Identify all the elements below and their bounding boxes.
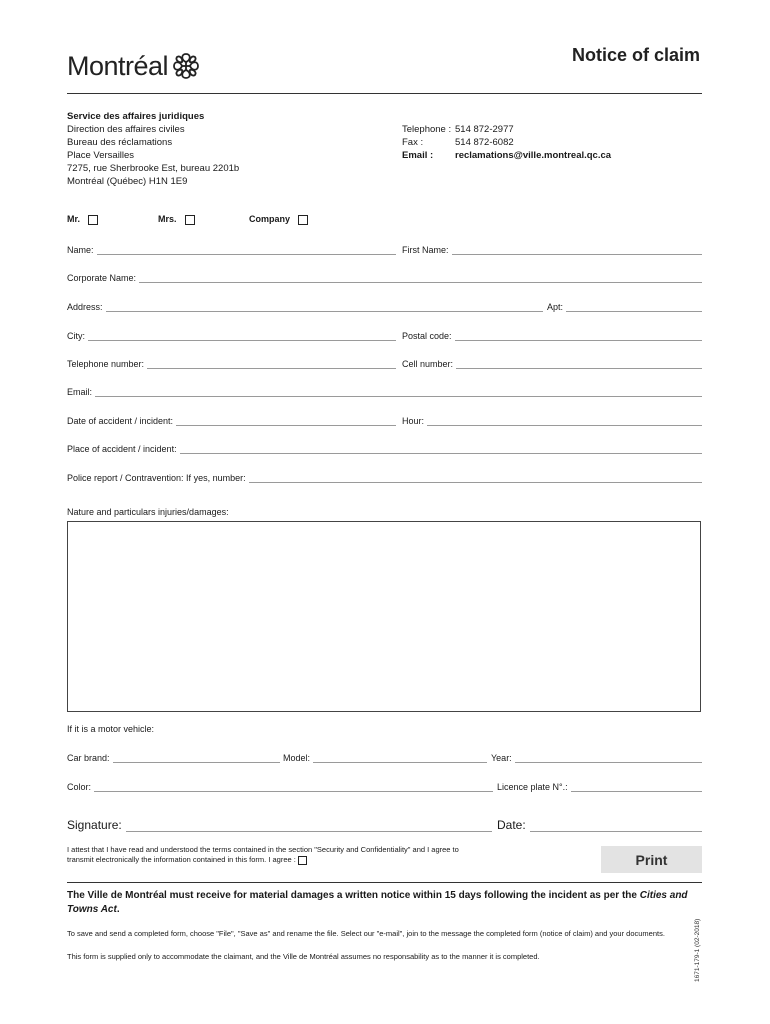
- cell-number-label: Cell number:: [402, 359, 454, 369]
- signature-input[interactable]: [126, 819, 492, 832]
- place-accident-label: Place of accident / incident:: [67, 444, 177, 454]
- cell-number-field: [402, 359, 702, 369]
- footer-divider: [67, 882, 702, 883]
- place-accident-input[interactable]: [180, 444, 702, 454]
- police-report-field: [67, 473, 702, 483]
- legal-notice: [67, 889, 702, 917]
- name-field: [67, 245, 396, 255]
- color-input[interactable]: [94, 782, 493, 792]
- car-brand-input[interactable]: [113, 753, 280, 763]
- city-label: City:: [67, 331, 85, 341]
- name-input[interactable]: [97, 245, 396, 255]
- header-divider: [67, 93, 702, 94]
- email-field-label: Email:: [67, 387, 93, 397]
- email-value[interactable]: reclamations@ville.montreal.qc.ca: [455, 150, 612, 161]
- corporate-name-field: [67, 273, 702, 283]
- address-field: [67, 302, 543, 312]
- corporate-name-input[interactable]: [139, 273, 702, 283]
- notice-act: Cities and Towns Act: [67, 890, 688, 915]
- licence-plate-input[interactable]: [571, 782, 702, 792]
- apt-field: [547, 302, 702, 312]
- page-title: Notice of claim: [571, 45, 700, 65]
- service-name: Service des affaires juridiques: [67, 111, 205, 122]
- date-input[interactable]: [530, 819, 702, 832]
- city-input[interactable]: [88, 331, 396, 341]
- apt-input[interactable]: [566, 302, 702, 312]
- postal-code-label: Postal code:: [402, 331, 452, 341]
- first-name-field: [402, 245, 702, 255]
- print-button[interactable]: Print: [601, 846, 702, 873]
- model-input[interactable]: [313, 753, 487, 763]
- first-name-label: First Name:: [402, 245, 449, 255]
- motor-vehicle-label: If it is a motor vehicle:: [67, 724, 155, 734]
- telephone-value: 514 872-2977: [455, 124, 514, 135]
- mrs-label: Mrs.: [158, 214, 177, 224]
- company-checkbox[interactable]: [298, 215, 308, 225]
- telephone-number-label: Telephone number:: [67, 359, 145, 369]
- form-code: 1671-179-1 (02-2018): [694, 918, 701, 982]
- year-label: Year:: [491, 753, 512, 763]
- year-field: [491, 753, 702, 763]
- attestation: [67, 845, 497, 865]
- telephone-number-input[interactable]: [147, 359, 396, 369]
- notice-end: .: [116, 904, 120, 915]
- date-field: [497, 818, 702, 832]
- hour-label: Hour:: [402, 416, 425, 426]
- agree-checkbox[interactable]: [298, 856, 307, 865]
- mrs-checkbox[interactable]: [185, 215, 195, 225]
- address-label: Address:: [67, 302, 103, 312]
- postal-code-field: [402, 331, 702, 341]
- postal-code-input[interactable]: [455, 331, 702, 341]
- year-input[interactable]: [515, 753, 702, 763]
- date-accident-field: [67, 416, 396, 426]
- name-label: Name:: [67, 245, 94, 255]
- salutation-mrs: [158, 214, 195, 225]
- address-block: [67, 110, 239, 188]
- address-line: Place Versailles: [67, 150, 135, 161]
- date-accident-input[interactable]: [176, 416, 396, 426]
- apt-label: Apt:: [547, 302, 564, 312]
- signature-field: [67, 818, 492, 832]
- company-label: Company: [249, 214, 291, 224]
- place-accident-field: [67, 444, 702, 454]
- fax-label: Fax :: [402, 137, 424, 148]
- first-name-input[interactable]: [452, 245, 702, 255]
- email-label: Email :: [402, 150, 434, 161]
- email-input[interactable]: [95, 387, 702, 397]
- address-input[interactable]: [106, 302, 543, 312]
- telephone-label: Telephone :: [402, 124, 452, 135]
- telephone-field: [67, 359, 396, 369]
- disclaimer: This form is supplied only to accommodate the claimant, and the Ville de Montréal assumes no responsability as to the manner it is completed.: [67, 952, 540, 961]
- licence-plate-label: Licence plate N°.:: [497, 782, 568, 792]
- fax-value: 514 872-6082: [455, 137, 514, 148]
- model-field: [283, 753, 487, 763]
- attest-line-2: [67, 855, 497, 865]
- salutation-company: [249, 214, 308, 225]
- corporate-name-label: Corporate Name:: [67, 273, 137, 283]
- date-label: Date:: [497, 818, 526, 832]
- model-label: Model:: [283, 753, 311, 763]
- rosette-icon: [170, 50, 202, 82]
- address-line: Montréal (Québec) H1N 1E9: [67, 176, 188, 187]
- contact-block: [402, 123, 611, 162]
- licence-plate-field: [497, 782, 702, 792]
- salutation-mr: [67, 214, 98, 225]
- car-brand-label: Car brand:: [67, 753, 110, 763]
- address-line: 7275, rue Sherbrooke Est, bureau 2201b: [67, 163, 240, 174]
- mr-checkbox[interactable]: [88, 215, 98, 225]
- city-field: [67, 331, 396, 341]
- signature-label: Signature:: [67, 818, 122, 832]
- logo-wordmark: Montréal: [67, 50, 169, 81]
- nature-textarea[interactable]: [67, 521, 701, 712]
- cell-number-input[interactable]: [456, 359, 702, 369]
- email-field: [67, 387, 702, 397]
- save-instructions: To save and send a completed form, choose "File", "Save as" and rename the file. Select our "e-mail", join to the message the completed form (notice of claim) and your documents.: [67, 929, 665, 938]
- montreal-logo: [67, 50, 202, 82]
- attest-line: I attest that I have read and understood the terms contained in the section "Security and Confidentiality" and I agree to: [67, 845, 459, 854]
- color-label: Color:: [67, 782, 92, 792]
- police-report-label: Police report / Contravention: If yes, number:: [67, 473, 246, 483]
- hour-input[interactable]: [427, 416, 702, 426]
- attest-line-text: transmit electronically the information contained in this form. I agree :: [67, 855, 296, 864]
- notice-text: The Ville de Montréal must receive for material damages a written notice within 15 days following the incident as per the: [67, 890, 637, 901]
- address-line: Bureau des réclamations: [67, 137, 173, 148]
- nature-label: Nature and particulars injuries/damages:: [67, 507, 229, 517]
- hour-field: [402, 416, 702, 426]
- color-field: [67, 782, 493, 792]
- car-brand-field: [67, 753, 280, 763]
- date-accident-label: Date of accident / incident:: [67, 416, 174, 426]
- police-report-input[interactable]: [249, 473, 702, 483]
- address-line: Direction des affaires civiles: [67, 124, 185, 135]
- mr-label: Mr.: [67, 214, 81, 224]
